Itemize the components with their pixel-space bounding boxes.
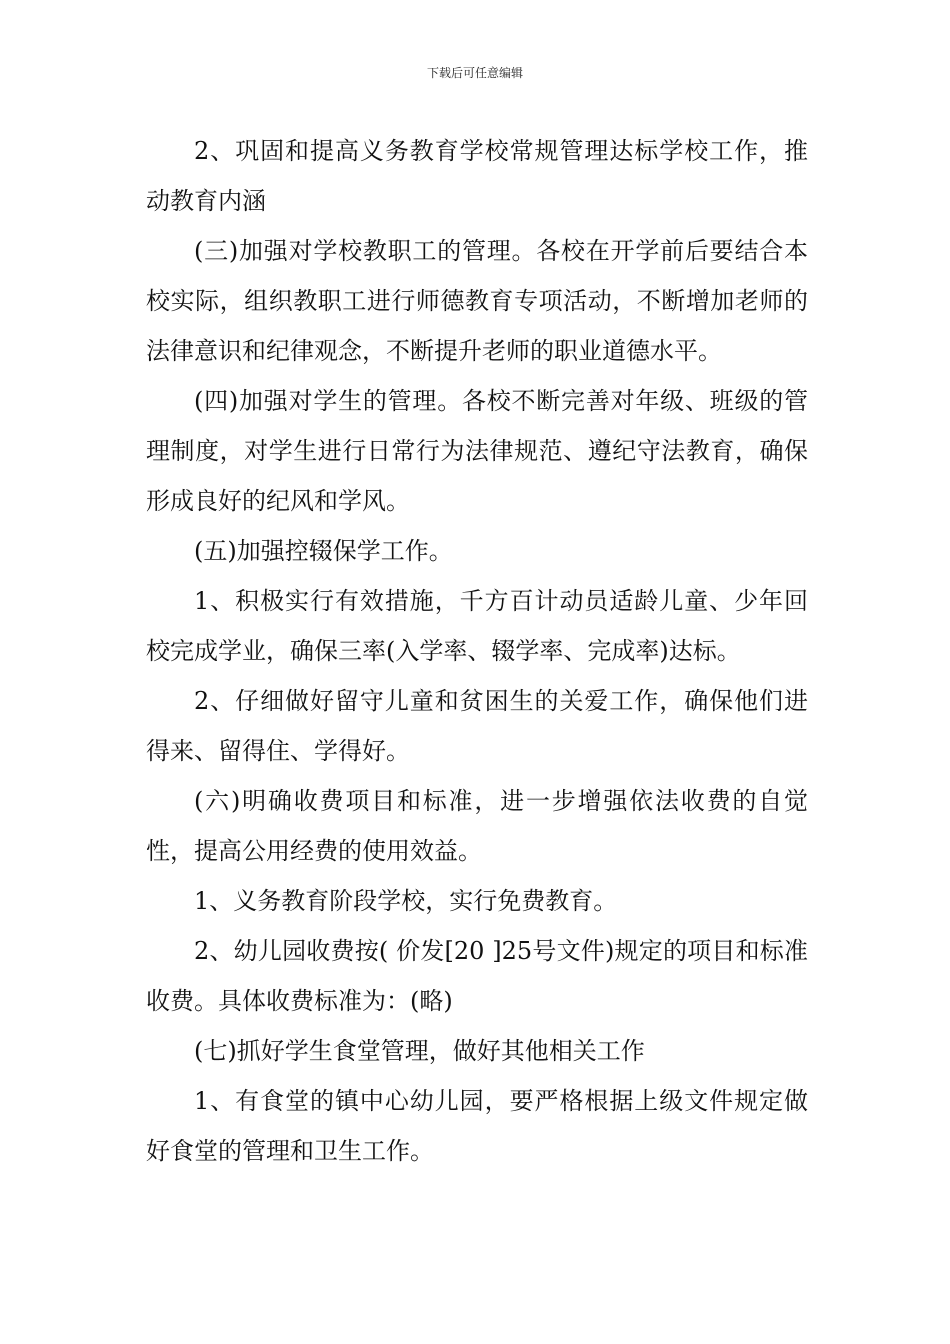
document-body	[146, 126, 808, 1176]
paragraph: 1、义务教育阶段学校，实行免费教育。	[194, 887, 618, 915]
paragraph: (四)加强对学生的管理。各校不断完善对年级、班级的管理制度，对学生进行日常行为法律规范、遵纪守法教育，确保形成良好的纪风和学风。	[146, 387, 808, 515]
paragraph: (六)明确收费项目和标准，进一步增强依法收费的自觉性，提高公用经费的使用效益。	[146, 787, 808, 865]
paragraph: 2、巩固和提高义务教育学校常规管理达标学校工作，推动教育内涵	[146, 137, 808, 215]
paragraph: 2、仔细做好留守儿童和贫困生的关爱工作，确保他们进得来、留得住、学得好。	[146, 687, 808, 765]
paragraph: 1、有食堂的镇中心幼儿园，要严格根据上级文件规定做好食堂的管理和卫生工作。	[146, 1087, 808, 1165]
paragraph: 2、幼儿园收费按( 价发[20 ]25号文件)规定的项目和标准收费。具体收费标准为：(略)	[146, 937, 808, 1015]
paragraph: (三)加强对学校教职工的管理。各校在开学前后要结合本校实际，组织教职工进行师德教育专项活动，不断增加老师的法律意识和纪律观念，不断提升老师的职业道德水平。	[146, 237, 808, 365]
paragraph: 1、积极实行有效措施，千方百计动员适龄儿童、少年回校完成学业，确保三率(入学率、辍学率、完成率)达标。	[146, 587, 808, 665]
paragraph: (五)加强控辍保学工作。	[194, 537, 453, 565]
page-header: 下载后可任意编辑	[426, 66, 523, 80]
paragraph: (七)抓好学生食堂管理，做好其他相关工作	[194, 1037, 645, 1065]
